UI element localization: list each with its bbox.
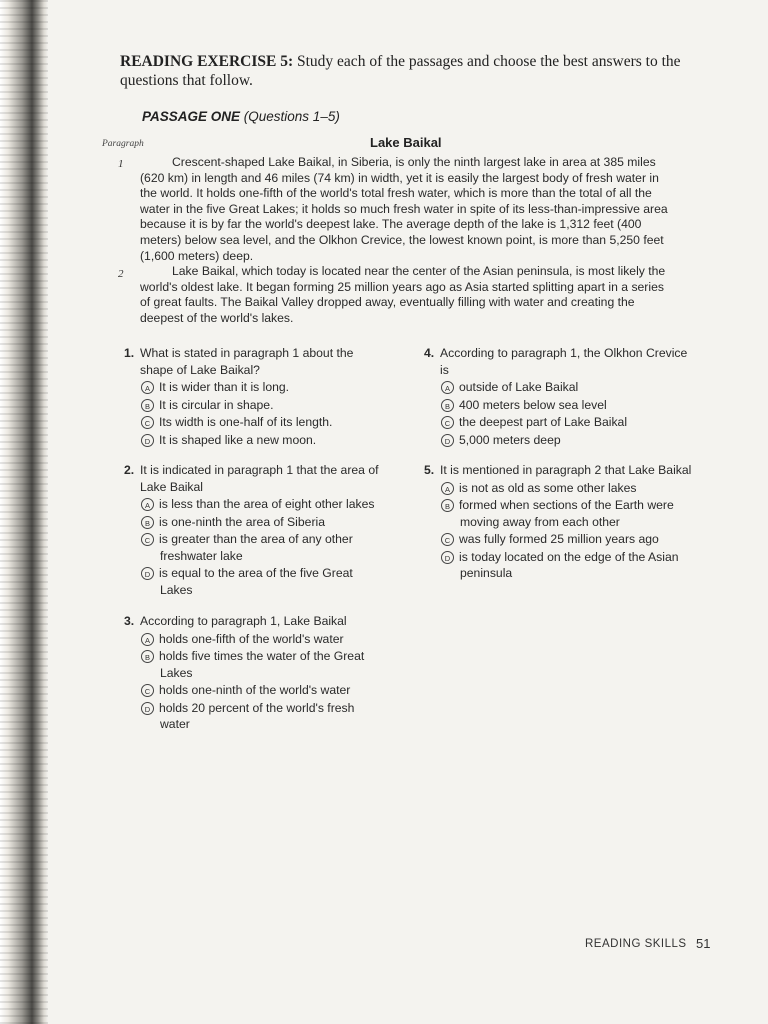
answer-option[interactable] <box>424 480 694 497</box>
footer-section-label: READING SKILLS <box>585 938 687 950</box>
option-bubble-icon[interactable]: D <box>141 702 154 715</box>
option-bubble-icon[interactable]: C <box>141 416 154 429</box>
paragraph-text: Crescent-shaped Lake Baikal, in Siberia, is only the ninth largest lake in area at 385 miles (620 km) in length and 46 miles (74 km) in width, yet it is easily the largest body of fresh water in the world. It holds one-fifth of the world's total fresh water, which is more than the total of all the water in the five Great Lakes; it holds so much fresh water in spite of its less-than-impressive area because it is by far the world's deepest lake. The average depth of the lake is 1,312 feet (400 meters) below sea level, and the Olkhon Crevice, the lowest known point, is more than 5,250 feet (1,600 meters) deep. <box>140 155 668 263</box>
answer-option[interactable] <box>124 648 386 681</box>
book-binding-shadow <box>0 0 48 1024</box>
question-stem-text: According to paragraph 1, the Olkhon Crevice is <box>440 346 688 377</box>
option-bubble-icon[interactable]: B <box>441 499 454 512</box>
option-bubble-icon[interactable]: B <box>141 399 154 412</box>
option-text: holds one-ninth of the world's water <box>159 683 351 697</box>
option-text: outside of Lake Baikal <box>459 380 579 394</box>
question-stem <box>124 613 386 630</box>
question-stem-text: It is indicated in paragraph 1 that the area of Lake Baikal <box>140 463 379 494</box>
passage-heading-label: PASSAGE ONE <box>142 109 241 124</box>
option-text: is today located on the edge of the Asian peninsula <box>459 549 679 580</box>
question-4 <box>424 345 694 448</box>
option-text: is less than the area of eight other lakes <box>159 497 375 511</box>
question-stem-text: According to paragraph 1, Lake Baikal <box>140 614 347 628</box>
option-text: holds five times the water of the Great Lakes <box>159 649 365 680</box>
option-bubble-icon[interactable]: D <box>141 567 154 580</box>
answer-option[interactable] <box>424 531 694 548</box>
answer-option[interactable] <box>124 531 386 564</box>
option-bubble-icon[interactable]: D <box>141 434 154 447</box>
option-bubble-icon[interactable]: C <box>141 533 154 546</box>
question-number: 2. <box>124 463 135 477</box>
answer-option[interactable] <box>424 549 694 582</box>
answer-option[interactable] <box>424 497 694 530</box>
option-text: 400 meters below sea level <box>459 397 607 412</box>
question-number: 1. <box>124 346 135 360</box>
answer-option[interactable] <box>124 379 386 396</box>
option-bubble-icon[interactable]: A <box>141 633 154 646</box>
answer-option[interactable] <box>124 700 386 733</box>
option-bubble-icon[interactable]: A <box>141 498 154 511</box>
paragraph-column-label: Paragraph <box>102 139 144 149</box>
question-stem <box>124 462 386 495</box>
answer-option[interactable] <box>124 565 386 598</box>
option-bubble-icon[interactable]: A <box>441 381 454 394</box>
option-text: is not as old as some other lakes <box>459 480 637 495</box>
answer-option[interactable] <box>124 432 386 449</box>
question-stem-text: What is stated in paragraph 1 about the shape of Lake Baikal? <box>140 346 354 377</box>
option-bubble-icon[interactable]: C <box>441 533 454 546</box>
paragraph-number: 1 <box>118 158 124 170</box>
option-text: is greater than the area of any other freshwater lake <box>159 532 353 563</box>
option-text: was fully formed 25 million years ago <box>459 532 659 546</box>
option-bubble-icon[interactable]: B <box>441 399 454 412</box>
option-text: 5,000 meters deep <box>459 432 561 447</box>
answer-option[interactable] <box>124 414 386 431</box>
option-bubble-icon[interactable]: A <box>141 381 154 394</box>
answer-option[interactable] <box>124 496 386 513</box>
option-bubble-icon[interactable]: B <box>141 516 154 529</box>
answer-option[interactable] <box>124 631 386 648</box>
option-bubble-icon[interactable]: C <box>141 684 154 697</box>
option-text: is equal to the area of the five Great Lakes <box>159 566 353 597</box>
option-bubble-icon[interactable]: A <box>441 482 454 495</box>
question-1 <box>124 345 386 448</box>
answer-option[interactable] <box>424 432 694 449</box>
exercise-label: READING EXERCISE 5: <box>120 53 294 70</box>
option-bubble-icon[interactable]: C <box>441 416 454 429</box>
question-number: 3. <box>124 614 135 628</box>
option-text: holds one-fifth of the world's water <box>159 631 344 646</box>
answer-option[interactable] <box>124 682 386 699</box>
option-text: It is circular in shape. <box>159 397 274 412</box>
answer-option[interactable] <box>124 514 386 531</box>
question-stem-text: It is mentioned in paragraph 2 that Lake Baikal <box>440 463 692 477</box>
option-text: It is wider than it is long. <box>159 380 290 394</box>
question-stem <box>424 345 694 378</box>
exercise-instructions <box>120 52 710 90</box>
question-5 <box>424 462 694 582</box>
paragraph-text: Lake Baikal, which today is located near the center of the Asian peninsula, is most likely the world's oldest lake. It began forming 25 million years ago as Asia started splitting apart in a series of great faults. The Baikal Valley dropped away, eventually filling with water and creating the deepest of the world's lakes. <box>140 264 666 325</box>
option-text: It is shaped like a new moon. <box>159 432 317 447</box>
paragraph-number: 2 <box>118 268 124 280</box>
question-stem <box>424 462 694 479</box>
option-bubble-icon[interactable]: B <box>141 650 154 663</box>
answer-option[interactable] <box>424 414 694 431</box>
answer-option[interactable] <box>424 397 694 414</box>
option-text: is one-ninth the area of Siberia <box>159 514 325 529</box>
page-number: 51 <box>696 936 711 951</box>
question-3 <box>124 613 386 733</box>
answer-option[interactable] <box>424 379 694 396</box>
passage-heading <box>142 109 340 124</box>
option-text: Its width is one-half of its length. <box>159 415 333 429</box>
question-number: 5. <box>424 463 435 477</box>
question-2 <box>124 462 386 598</box>
passage-heading-range: (Questions 1–5) <box>240 109 340 124</box>
question-stem <box>124 345 386 378</box>
option-bubble-icon[interactable]: D <box>441 434 454 447</box>
exercise-instructions-text: Study each of the passages and choose the best answers to the questions that follow. <box>120 53 681 89</box>
option-text: the deepest part of Lake Baikal <box>459 415 628 429</box>
question-number: 4. <box>424 346 435 360</box>
option-text: formed when sections of the Earth were moving away from each other <box>459 498 674 529</box>
option-bubble-icon[interactable]: D <box>441 551 454 564</box>
answer-option[interactable] <box>124 397 386 414</box>
passage-title: Lake Baikal <box>370 135 442 150</box>
option-text: holds 20 percent of the world's fresh water <box>159 700 355 731</box>
